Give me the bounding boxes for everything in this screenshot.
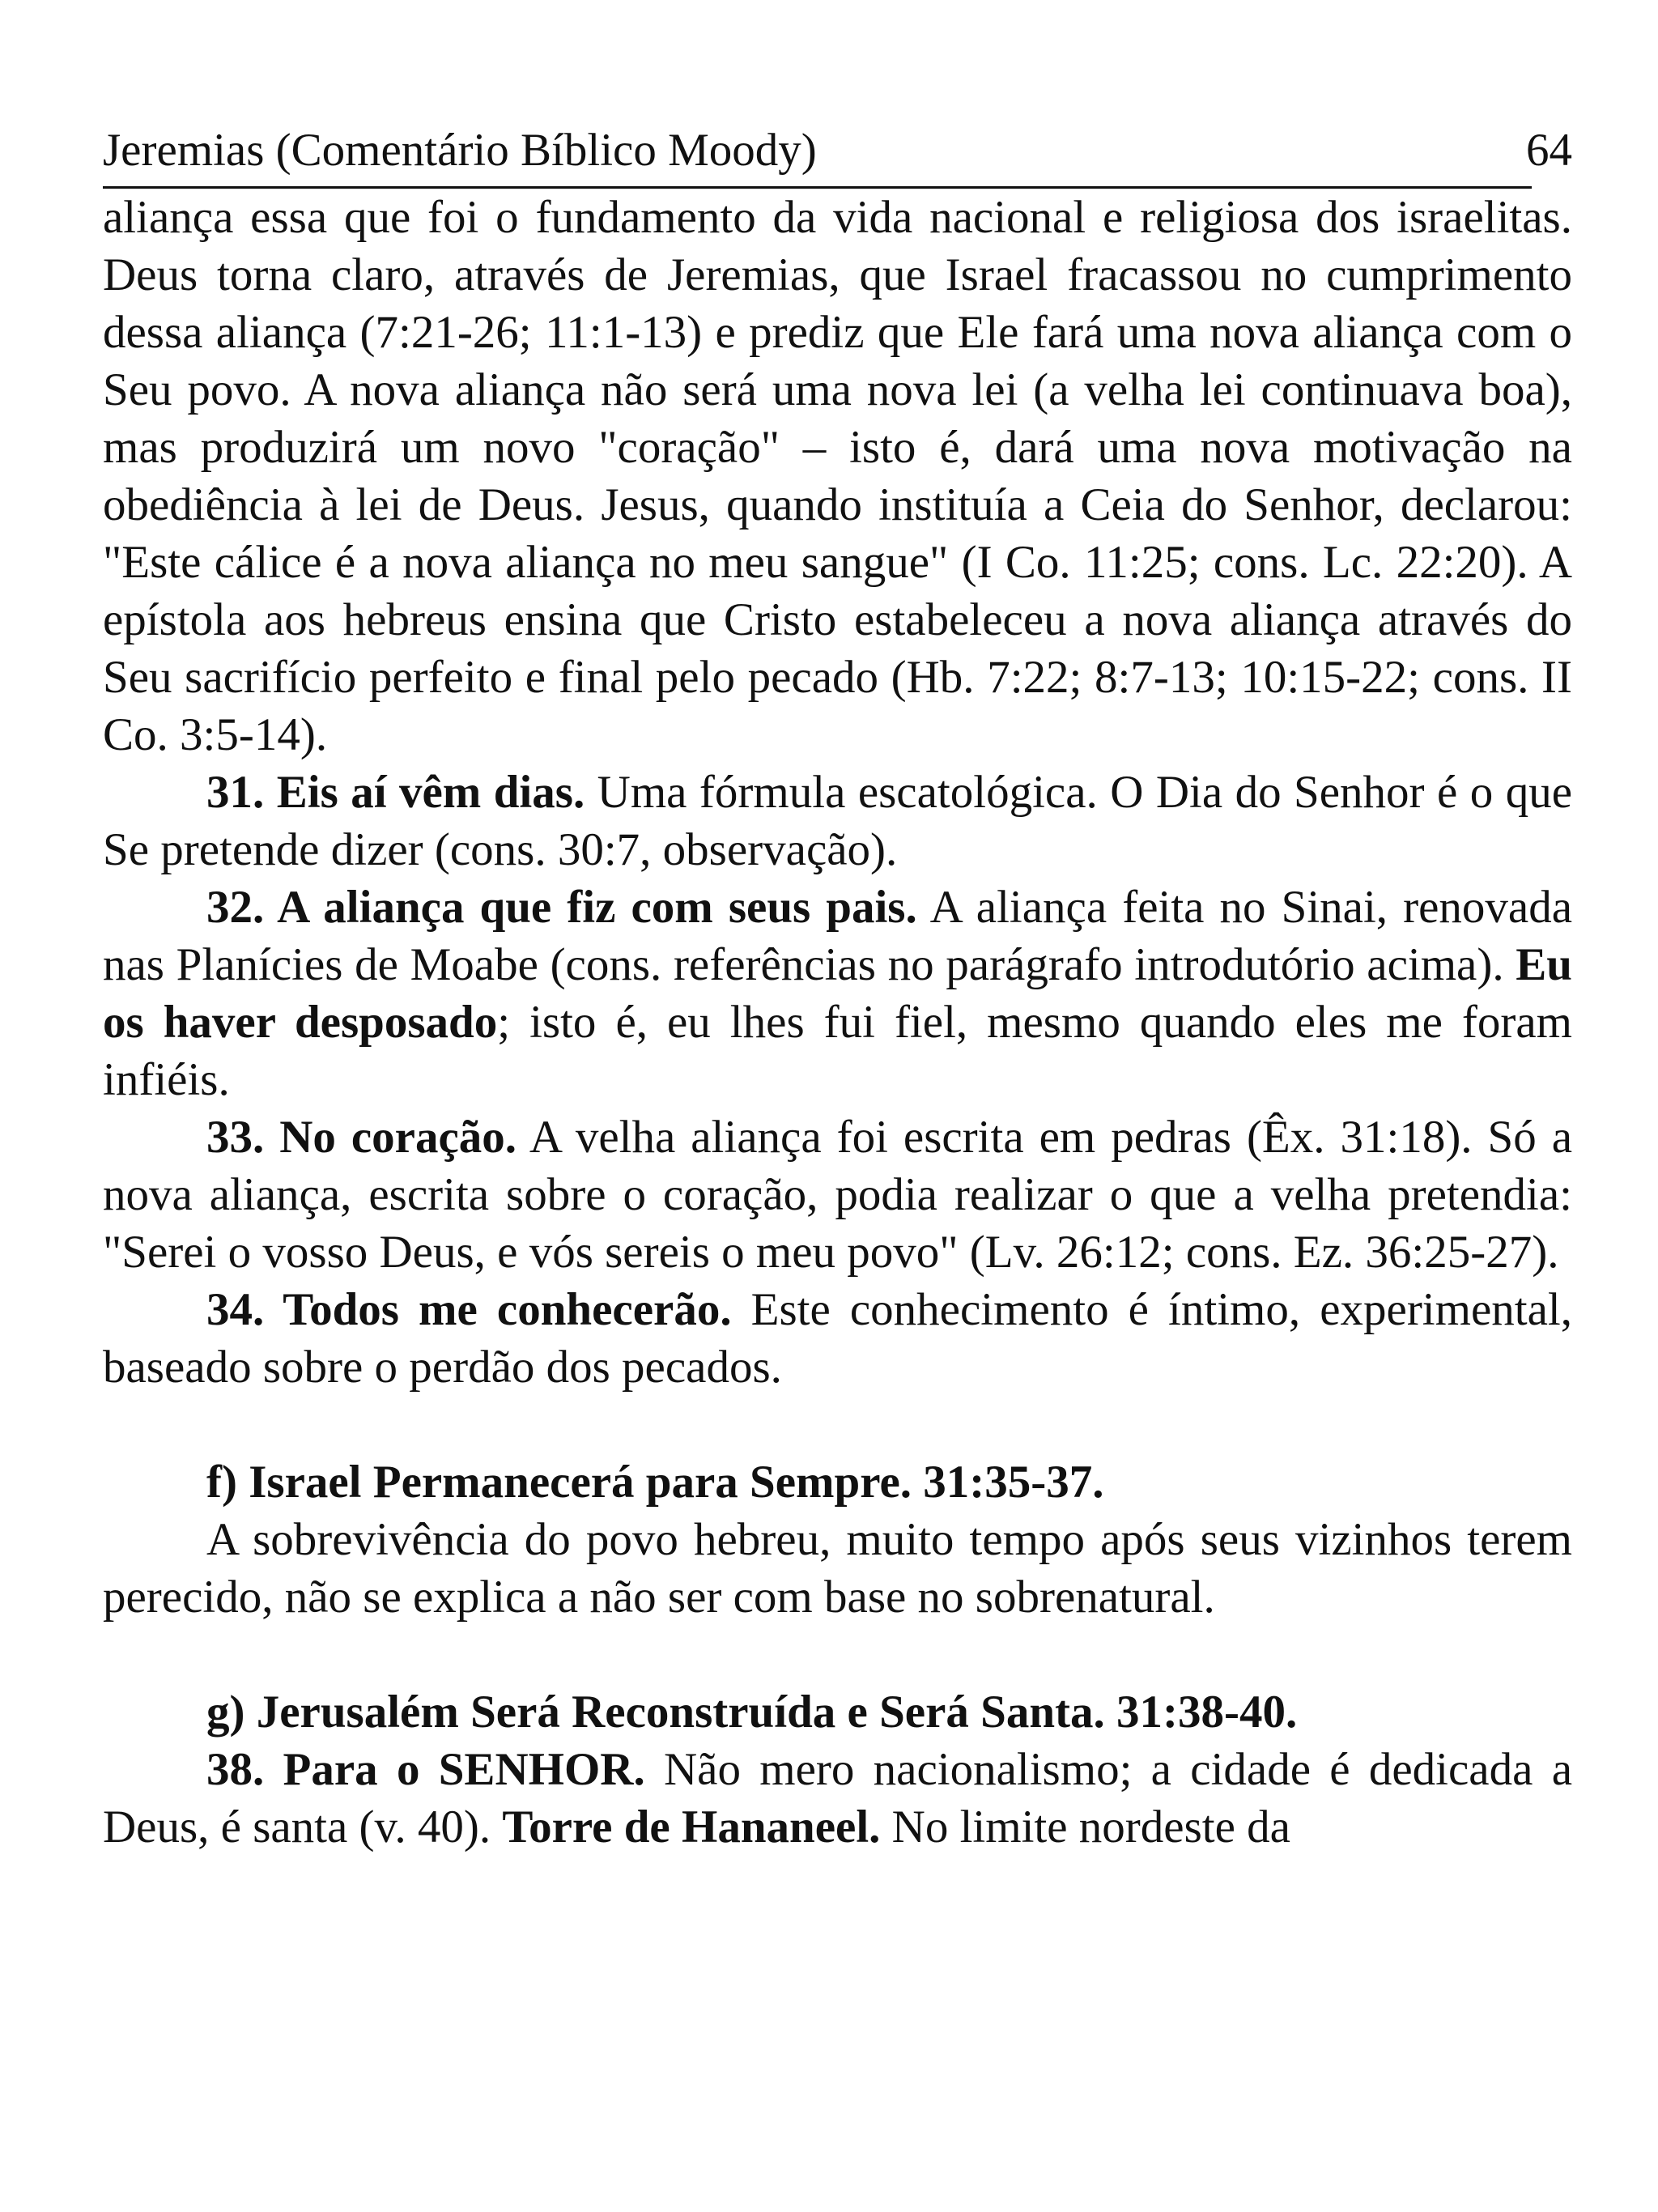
verse-38-lemma-2: Torre de Hananeel.	[502, 1802, 881, 1853]
verse-31-paragraph	[103, 764, 1572, 878]
page-number: 64	[1526, 125, 1572, 176]
verse-31-text: Uma fórmula escatológica. O Dia do Senhor é o que Se pretende dizer (cons. 30:7, observação).	[103, 767, 1573, 875]
verse-34-lemma: 34. Todos me conhecerão.	[206, 1284, 732, 1335]
verse-33-text: A velha aliança foi escrita em pedras (Êx. 31:18). Só a nova aliança, escrita sobre o coração, podia realizar o que a velha pretendia: "Serei o vosso Deus, e vós sereis o meu povo" (Lv. 26:12; cons. Ez. 36:25-27).	[103, 1112, 1572, 1278]
verse-38-paragraph	[103, 1741, 1572, 1856]
verse-34-paragraph	[103, 1281, 1572, 1396]
document-page	[103, 121, 1572, 1856]
section-spacer	[103, 1396, 1572, 1453]
verse-32-lemma-2: Eu os haver desposado	[103, 939, 1572, 1048]
verse-32-text: A aliança feita no Sinai, renovada nas Planícies de Moabe (cons. referências no parágrafo introdutório acima).	[103, 882, 1572, 990]
verse-32-paragraph	[103, 878, 1572, 1108]
book-title: Jeremias (Comentário Bíblico Moody)	[103, 125, 817, 176]
section-f-heading: f) Israel Permanecerá para Sempre. 31:35-37.	[206, 1457, 1104, 1508]
verse-31-lemma: 31. Eis aí vêm dias.	[206, 767, 585, 818]
verse-32-text-2: ; isto é, eu lhes fui fiel, mesmo quando eles me foram infiéis.	[103, 997, 1572, 1105]
running-header	[103, 121, 1572, 189]
intro-paragraph: aliança essa que foi o fundamento da vida nacional e religiosa dos israelitas. Deus torna claro, através de Jeremias, que Israel fracassou no cumprimento dessa aliança (7:21-26; 11:1-13) e prediz que Ele fará uma nova aliança com o Seu povo. A nova aliança não será uma nova lei (a velha lei continuava boa), mas produzirá um novo "coração" – isto é, dará uma nova motivação na obediência à lei de Deus. Jesus, quando instituía a Ceia do Senhor, declarou: "Este cálice é a nova aliança no meu sangue" (I Co. 11:25; cons. Lc. 22:20). A epístola aos hebreus ensina que Cristo estabeleceu a nova aliança através do Seu sacrifício perfeito e final pelo pecado (Hb. 7:22; 8:7-13; 10:15-22; cons. II Co. 3:5-14).	[103, 192, 1572, 760]
section-spacer	[103, 1626, 1572, 1683]
body-text	[103, 189, 1572, 1856]
verse-38-text-2: No limite nordeste da	[880, 1802, 1290, 1853]
section-f-paragraph: A sobrevivência do povo hebreu, muito tempo após seus vizinhos terem perecido, não se explica a não ser com base no sobrenatural.	[103, 1514, 1572, 1623]
section-g-heading: g) Jerusalém Será Reconstruída e Será Santa. 31:38-40.	[206, 1687, 1298, 1738]
verse-33-lemma: 33. No coração.	[206, 1112, 517, 1163]
verse-38-lemma: 38. Para o SENHOR.	[206, 1744, 645, 1795]
verse-32-lemma: 32. A aliança que fiz com seus pais.	[206, 882, 917, 933]
verse-38-text: Não mero nacionalismo; a cidade é dedicada a Deus, é santa (v. 40).	[103, 1744, 1572, 1853]
verse-34-text: Este conhecimento é íntimo, experimental, baseado sobre o perdão dos pecados.	[103, 1284, 1572, 1393]
verse-33-paragraph	[103, 1108, 1572, 1281]
